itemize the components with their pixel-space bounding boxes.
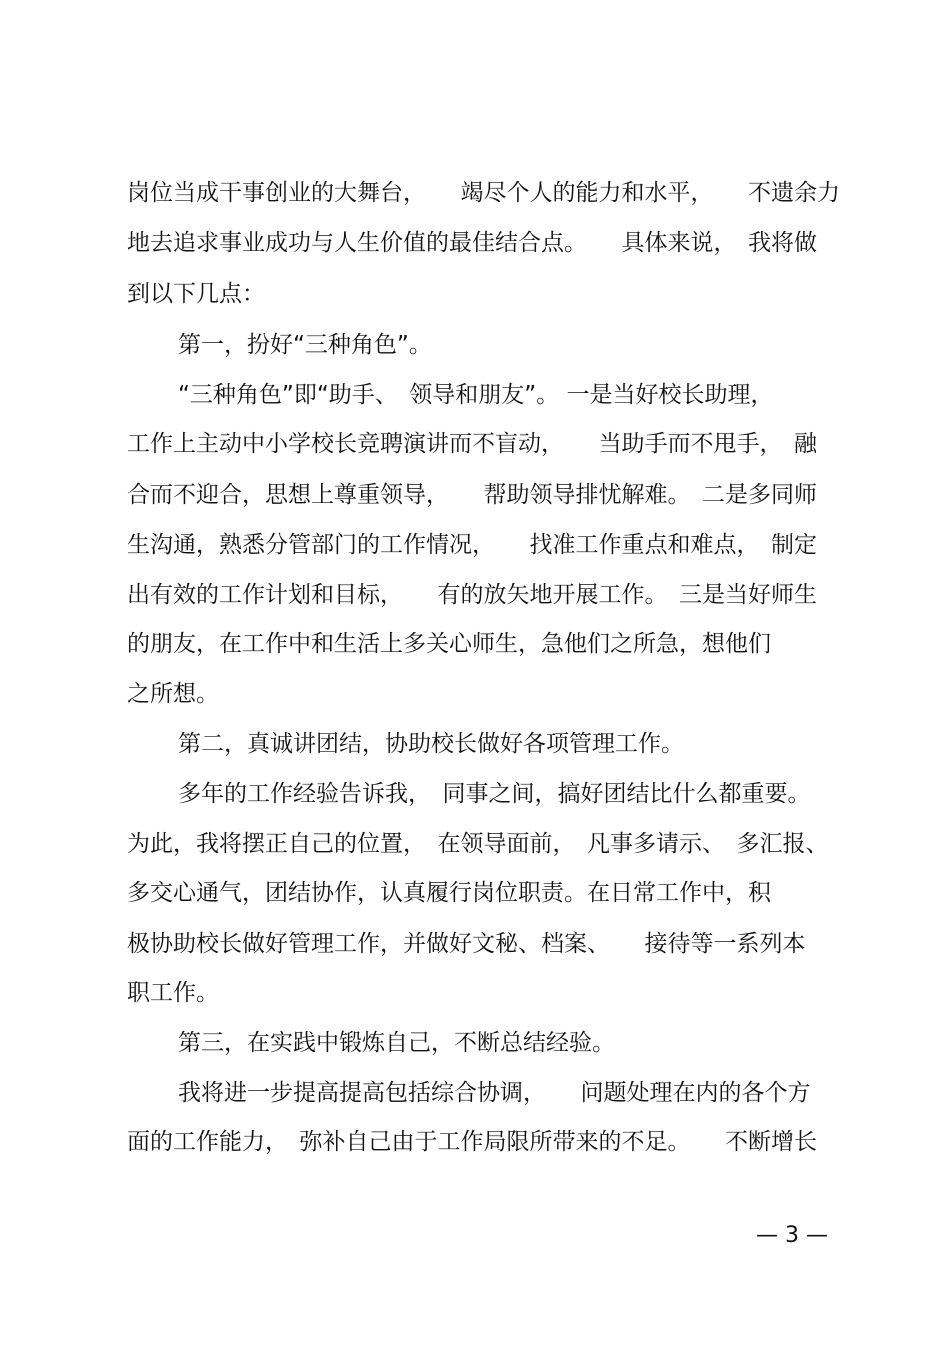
heading-third: 第三，在实践中锻炼自己，不断总结经验。 [178, 1030, 615, 1056]
page-number: — 3 — [756, 1223, 828, 1248]
text-line-7: 合而不迎合，思想上尊重领导， 帮助领导排忧解难。 二是多同师 [127, 482, 817, 508]
text-line-10: 的朋友，在工作中和生活上多关心师生，急他们之所急，想他们 [127, 631, 771, 657]
heading-second: 第二，真诚讲团结，协助校长做好各项管理工作。 [178, 731, 684, 757]
text-line-14: 为此，我将摆正自己的位置， 在领导面前， 凡事多请示、 多汇报、 [127, 831, 829, 857]
text-line-16: 极协助校长做好管理工作，并做好文秘、档案、 接待等一系列本 [127, 931, 806, 957]
text-line-20: 面的工作能力， 弥补自己由于工作局限所带来的不足。 不断增长 [127, 1129, 817, 1155]
text-line-15: 多交心通气，团结协作，认真履行岗位职责。在日常工作中，积 [127, 880, 771, 906]
text-line-5: “三种角色”即“助手、 领导和朋友”。 一是当好校长助理， [178, 382, 774, 408]
text-line-8: 生沟通，熟悉分管部门的工作情况， 找准工作重点和难点， 制定 [127, 532, 817, 558]
text-line-6: 工作上主动中小学校长竞聘演讲而不盲动， 当助手而不甩手， 融 [127, 431, 817, 457]
heading-first: 第一，扮好“三种角色”。 [178, 332, 432, 358]
text-line-13: 多年的工作经验告诉我， 同事之间，搞好团结比什么都重要。 [178, 781, 811, 807]
text-line-17: 职工作。 [127, 980, 219, 1006]
text-line-3: 到以下几点： [127, 281, 265, 307]
text-line-19: 我将进一步提高提高包括综合协调， 问题处理在内的各个方 [178, 1080, 811, 1106]
text-line-9: 出有效的工作计划和目标， 有的放矢地开展工作。 三是当好师生 [127, 582, 817, 608]
text-line-11: 之所想。 [127, 681, 219, 707]
text-line-1: 岗位当成干事创业的大舞台， 竭尽个人的能力和水平， 不遗余力 [127, 180, 840, 206]
text-line-2: 地去追求事业成功与人生价值的最佳结合点。 具体来说， 我将做 [127, 230, 817, 256]
